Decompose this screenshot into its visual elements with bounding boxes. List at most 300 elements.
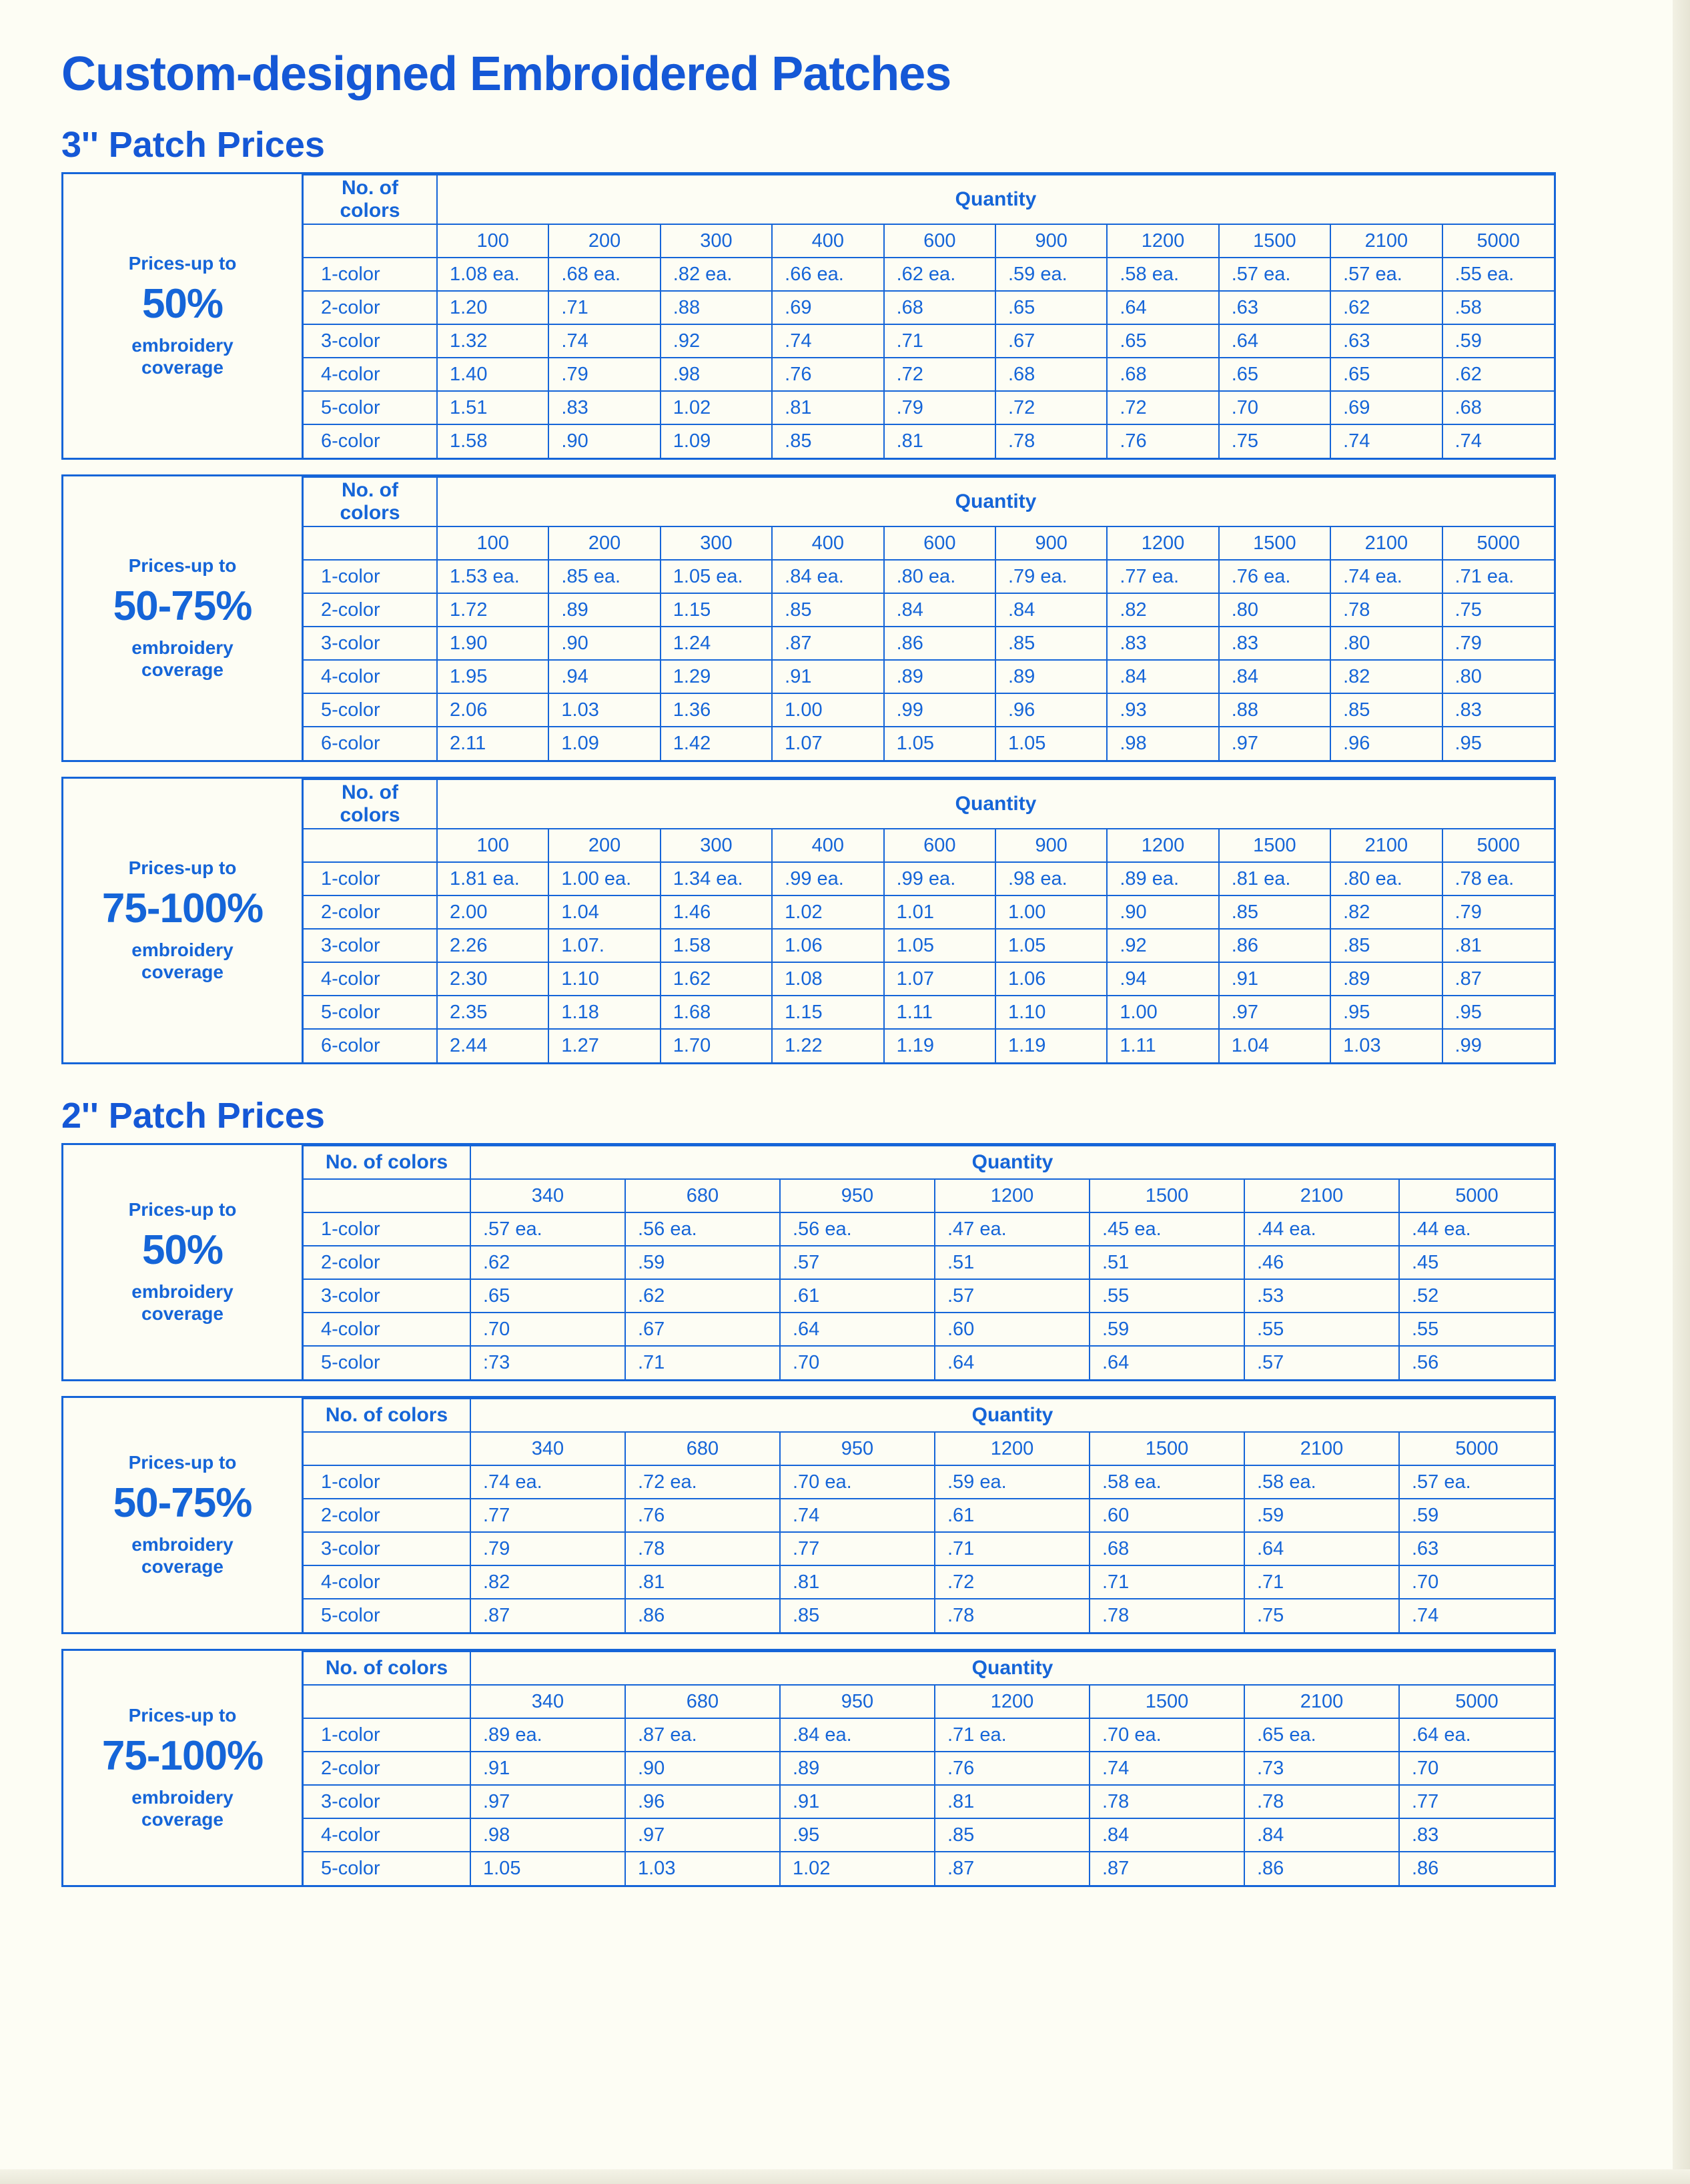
price-cell: .71 ea. [1442,560,1554,593]
price-cell: .77 [780,1532,935,1565]
price-cell: .56 ea. [780,1212,935,1246]
price-cell: 2.35 [437,996,548,1029]
price-cell: 1.11 [884,996,995,1029]
price-cell: .82 [1330,895,1442,929]
price-cell: 1.08 [772,962,883,996]
table-row [304,962,1554,996]
quantity-column-header: 5000 [1442,526,1554,560]
price-cell: .68 [995,358,1107,391]
table-row [304,258,1554,291]
price-cell: .70 [1219,391,1330,424]
price-cell: .74 [780,1499,935,1532]
price-cell: .70 [1399,1565,1554,1599]
price-cell: .85 [995,627,1107,660]
price-cell: 1.72 [437,593,548,627]
coverage-label [63,1398,304,1632]
quantity-column-header: 5000 [1399,1179,1554,1212]
price-cell: .84 [884,593,995,627]
price-cell: .57 [935,1279,1090,1313]
price-cell: .79 [548,358,660,391]
price-cell: .87 [1442,962,1554,996]
price-cell: .84 [1219,660,1330,693]
price-cell: 1.81 ea. [437,862,548,895]
price-cell: .73 [1244,1752,1399,1785]
price-cell: .79 [470,1532,625,1565]
coverage-suffix: embroidery coverage [131,1786,234,1830]
quantity-header: Quantity [437,175,1554,224]
price-cell: 1.02 [780,1852,935,1885]
price-cell: .72 [995,391,1107,424]
price-cell: .59 [1399,1499,1554,1532]
price-cell: 1.46 [661,895,772,929]
price-cell: .58 ea. [1107,258,1218,291]
price-cell: .99 ea. [772,862,883,895]
price-cell: .64 [1219,324,1330,358]
quantity-column-header: 1500 [1090,1685,1244,1718]
price-cell: .97 [625,1818,780,1852]
price-cell: .77 [1399,1785,1554,1818]
price-cell: .84 [1244,1818,1399,1852]
price-cell: .83 [1399,1818,1554,1852]
price-cell: 1.04 [1219,1029,1330,1062]
price-cell: .62 [1442,358,1554,391]
price-cell: .70 [780,1346,935,1379]
price-cell: 1.02 [772,895,883,929]
price-cell: .56 ea. [625,1212,780,1246]
price-cell: 1.06 [995,962,1107,996]
price-cell: 1.20 [437,291,548,324]
price-cell: .86 [1399,1852,1554,1885]
price-cell: 1.00 [995,895,1107,929]
price-cell: 1.29 [661,660,772,693]
price-cell: 1.01 [884,895,995,929]
coverage-percent: 50% [141,1227,224,1274]
price-cell: .81 [780,1565,935,1599]
price-cell: 1.05 [470,1852,625,1885]
price-cell: .95 [1442,727,1554,760]
price-cell: .57 ea. [1219,258,1330,291]
price-cell: .81 [884,424,995,458]
price-cell: .82 ea. [661,258,772,291]
quantity-column-header: 5000 [1399,1685,1554,1718]
quantity-column-header: 340 [470,1685,625,1718]
page-edge-right [1673,0,1690,2184]
price-cell: .71 ea. [935,1718,1090,1752]
price-cell: .71 [1090,1565,1244,1599]
price-cell: .46 [1244,1246,1399,1279]
quantity-column-header: 950 [780,1432,935,1465]
color-count-label: 5-color [304,693,437,727]
price-cell: .81 [625,1565,780,1599]
price-cell: 1.70 [661,1029,772,1062]
quantity-column-header: 400 [772,224,883,258]
price-sections [47,124,1630,1887]
price-cell: .78 [995,424,1107,458]
price-cell: .84 [995,593,1107,627]
price-cell: 1.03 [625,1852,780,1885]
price-cell: .74 [1090,1752,1244,1785]
quantity-column-header: 1500 [1090,1179,1244,1212]
quantity-column-header: 600 [884,829,995,862]
price-block [61,1143,1556,1381]
price-cell: .64 [935,1346,1090,1379]
price-cell: .70 [470,1313,625,1346]
price-cell: .64 [1090,1346,1244,1379]
quantity-column-header: 1200 [935,1685,1090,1718]
price-cell: .85 [1330,693,1442,727]
price-cell: .59 [1090,1313,1244,1346]
table-row [304,1212,1554,1246]
color-count-label: 1-color [304,1212,470,1246]
quantity-column-header: 2100 [1330,224,1442,258]
price-cell: 1.02 [661,391,772,424]
price-cell: 1.03 [548,693,660,727]
price-cell: .55 ea. [1442,258,1554,291]
price-cell: .63 [1219,291,1330,324]
quantity-column-header: 600 [884,224,995,258]
price-cell: 1.07 [884,962,995,996]
price-cell: .55 [1090,1279,1244,1313]
price-cell: .58 ea. [1090,1465,1244,1499]
coverage-prefix: Prices-up to [128,1199,237,1220]
price-cell: .74 [1330,424,1442,458]
price-cell: .76 [772,358,883,391]
coverage-percent: 75-100% [101,1733,264,1780]
price-cell: .71 [884,324,995,358]
price-cell: .77 [470,1499,625,1532]
price-cell: 1.36 [661,693,772,727]
price-cell: .96 [625,1785,780,1818]
color-count-label: 3-color [304,929,437,962]
price-cell: .72 [935,1565,1090,1599]
price-cell: .88 [661,291,772,324]
price-cell: .63 [1330,324,1442,358]
price-cell: 1.62 [661,962,772,996]
price-cell: .69 [772,291,883,324]
quantity-header: Quantity [470,1146,1554,1179]
price-cell: .60 [935,1313,1090,1346]
price-cell: .89 ea. [1107,862,1218,895]
price-cell: .62 [470,1246,625,1279]
price-cell: 1.00 [772,693,883,727]
price-cell: 1.00 [1107,996,1218,1029]
price-cell: .47 ea. [935,1212,1090,1246]
price-cell: .55 [1399,1313,1554,1346]
section-heading: 2'' Patch Prices [61,1096,325,1136]
price-cell: .87 [1090,1852,1244,1885]
price-cell: .67 [625,1313,780,1346]
price-cell: 1.53 ea. [437,560,548,593]
color-count-label: 1-color [304,1465,470,1499]
coverage-percent: 50% [141,281,224,328]
page-edge-bottom [0,2169,1690,2184]
price-cell: .89 ea. [470,1718,625,1752]
quantity-column-header: 400 [772,526,883,560]
quantity-column-header: 400 [772,829,883,862]
price-cell: .67 [995,324,1107,358]
table-row [304,391,1554,424]
price-cell: .78 [1090,1785,1244,1818]
price-cell: .58 [1442,291,1554,324]
quantity-column-header: 1500 [1219,224,1330,258]
price-cell: .89 [884,660,995,693]
price-cell: .98 [1107,727,1218,760]
table-row [304,1785,1554,1818]
price-cell: .79 [1442,627,1554,660]
price-cell: .78 [935,1599,1090,1632]
price-cell: .83 [548,391,660,424]
price-cell: .57 [780,1246,935,1279]
coverage-suffix: embroidery coverage [131,334,234,378]
price-cell: .65 ea. [1244,1718,1399,1752]
price-block [61,1649,1556,1887]
price-cell: .83 [1219,627,1330,660]
price-cell: .74 [548,324,660,358]
price-cell: .90 [548,627,660,660]
price-cell: .53 [1244,1279,1399,1313]
price-cell: .72 [1107,391,1218,424]
price-cell: .89 [780,1752,935,1785]
price-cell: 1.03 [1330,1029,1442,1062]
price-cell: .65 [1330,358,1442,391]
colors-header: No. of colors [304,1146,470,1179]
table-row [304,1246,1554,1279]
price-cell: .86 [625,1599,780,1632]
table-row [304,1346,1554,1379]
price-cell: .96 [1330,727,1442,760]
price-cell: .85 [935,1818,1090,1852]
color-count-label: 6-color [304,727,437,760]
price-cell: .75 [1219,424,1330,458]
price-block [61,474,1556,762]
color-count-label: 4-color [304,962,437,996]
table-row [304,693,1554,727]
colors-header: No. of colors [304,779,437,829]
price-cell: .58 ea. [1244,1465,1399,1499]
color-count-label: 2-color [304,291,437,324]
coverage-prefix: Prices-up to [128,555,237,577]
price-cell: 1.10 [548,962,660,996]
price-cell: .78 [1330,593,1442,627]
quantity-column-header: 2100 [1244,1685,1399,1718]
price-cell: .71 [548,291,660,324]
price-cell: 1.27 [548,1029,660,1062]
price-cell: .68 [1090,1532,1244,1565]
price-cell: .64 ea. [1399,1718,1554,1752]
color-count-label: 4-color [304,1818,470,1852]
price-table [304,1398,1554,1632]
price-cell: .94 [1107,962,1218,996]
price-cell: .71 [625,1346,780,1379]
price-cell: .89 [548,593,660,627]
color-count-label: 3-color [304,1532,470,1565]
coverage-suffix: embroidery coverage [131,637,234,681]
price-cell: .80 ea. [884,560,995,593]
price-cell: .78 ea. [1442,862,1554,895]
table-row [304,1313,1554,1346]
table-row [304,1599,1554,1632]
quantity-column-header: 2100 [1244,1179,1399,1212]
quantity-column-header: 200 [548,829,660,862]
price-cell: .59 ea. [995,258,1107,291]
price-cell: .68 [1107,358,1218,391]
price-table [304,1651,1554,1885]
quantity-column-header: 340 [470,1179,625,1212]
price-cell: .75 [1442,593,1554,627]
coverage-label [63,1651,304,1885]
price-cell: .64 [1244,1532,1399,1565]
price-cell: .44 ea. [1244,1212,1399,1246]
price-cell: .51 [935,1246,1090,1279]
price-cell: .63 [1399,1532,1554,1565]
price-cell: .91 [780,1785,935,1818]
price-cell: .85 [772,593,883,627]
colors-header: No. of colors [304,175,437,224]
quantity-column-header: 1500 [1219,526,1330,560]
empty-corner-cell [304,1685,470,1718]
color-count-label: 2-color [304,593,437,627]
quantity-column-header: 340 [470,1432,625,1465]
price-cell: 1.90 [437,627,548,660]
table-row [304,1499,1554,1532]
price-cell: 2.44 [437,1029,548,1062]
price-cell: .78 [625,1532,780,1565]
price-cell: .99 ea. [884,862,995,895]
price-cell: .66 ea. [772,258,883,291]
price-cell: .68 ea. [548,258,660,291]
price-block [61,172,1556,460]
color-count-label: 5-color [304,1599,470,1632]
price-cell: 1.32 [437,324,548,358]
price-cell: .71 [1244,1565,1399,1599]
price-cell: .56 [1399,1346,1554,1379]
price-cell: 2.06 [437,693,548,727]
quantity-column-header: 950 [780,1685,935,1718]
price-cell: 1.04 [548,895,660,929]
colors-header: No. of colors [304,1399,470,1432]
price-cell: 1.15 [661,593,772,627]
price-cell: .89 [995,660,1107,693]
quantity-column-header: 300 [661,526,772,560]
price-cell: .74 [1399,1599,1554,1632]
quantity-column-header: 1500 [1219,829,1330,862]
price-cell: .91 [1219,962,1330,996]
price-cell: 1.19 [995,1029,1107,1062]
price-cell: .93 [1107,693,1218,727]
quantity-header: Quantity [470,1652,1554,1685]
price-cell: .90 [548,424,660,458]
quantity-column-header: 300 [661,224,772,258]
price-cell: .69 [1330,391,1442,424]
quantity-column-header: 680 [625,1432,780,1465]
price-cell: 1.06 [772,929,883,962]
price-cell: .70 ea. [780,1465,935,1499]
price-cell: :73 [470,1346,625,1379]
color-count-label: 4-color [304,358,437,391]
table-row [304,660,1554,693]
empty-corner-cell [304,829,437,862]
color-count-label: 3-color [304,324,437,358]
price-cell: 1.15 [772,996,883,1029]
color-count-label: 1-color [304,560,437,593]
price-table [304,174,1554,458]
table-row [304,1818,1554,1852]
quantity-column-header: 5000 [1442,224,1554,258]
price-cell: 1.08 ea. [437,258,548,291]
color-count-label: 5-color [304,1852,470,1885]
price-cell: .60 [1090,1499,1244,1532]
price-cell: .62 [625,1279,780,1313]
price-cell: .81 ea. [1219,862,1330,895]
quantity-column-header: 680 [625,1685,780,1718]
price-cell: .79 [1442,895,1554,929]
price-cell: 1.40 [437,358,548,391]
color-count-label: 2-color [304,1752,470,1785]
page-title: Custom-designed Embroidered Patches [61,47,951,101]
price-cell: 2.00 [437,895,548,929]
price-cell: 1.24 [661,627,772,660]
color-count-label: 4-color [304,1565,470,1599]
price-cell: .74 [1442,424,1554,458]
color-count-label: 1-color [304,862,437,895]
coverage-percent: 50-75% [113,583,252,630]
price-block [61,1396,1556,1634]
price-cell: .74 ea. [470,1465,625,1499]
price-cell: .87 ea. [625,1718,780,1752]
quantity-column-header: 1200 [1107,224,1218,258]
price-cell: .55 [1244,1313,1399,1346]
coverage-prefix: Prices-up to [128,1452,237,1473]
empty-corner-cell [304,1179,470,1212]
quantity-column-header: 100 [437,829,548,862]
quantity-column-header: 200 [548,224,660,258]
price-cell: .84 [1107,660,1218,693]
price-cell: .65 [995,291,1107,324]
price-cell: .74 [772,324,883,358]
table-row [304,1029,1554,1062]
price-cell: .81 [935,1785,1090,1818]
price-cell: 2.26 [437,929,548,962]
price-cell: .98 [470,1818,625,1852]
price-cell: .75 [1244,1599,1399,1632]
price-cell: 1.22 [772,1029,883,1062]
coverage-suffix: embroidery coverage [131,1533,234,1577]
color-count-label: 5-color [304,996,437,1029]
price-cell: 1.05 [884,727,995,760]
quantity-column-header: 900 [995,829,1107,862]
price-cell: 1.05 ea. [661,560,772,593]
quantity-column-header: 200 [548,526,660,560]
table-row [304,1565,1554,1599]
price-cell: .76 [625,1499,780,1532]
price-cell: .61 [935,1499,1090,1532]
price-cell: 1.58 [661,929,772,962]
colors-header: No. of colors [304,1652,470,1685]
price-cell: .45 ea. [1090,1212,1244,1246]
price-cell: .72 [884,358,995,391]
price-table [304,1145,1554,1379]
price-cell: .71 [935,1532,1090,1565]
quantity-column-header: 600 [884,526,995,560]
price-cell: 1.19 [884,1029,995,1062]
price-cell: .85 [780,1599,935,1632]
price-cell: .45 [1399,1246,1554,1279]
price-cell: .85 [772,424,883,458]
price-cell: 1.95 [437,660,548,693]
quantity-column-header: 2100 [1330,526,1442,560]
price-cell: .94 [548,660,660,693]
section-heading: 3'' Patch Prices [61,125,325,165]
